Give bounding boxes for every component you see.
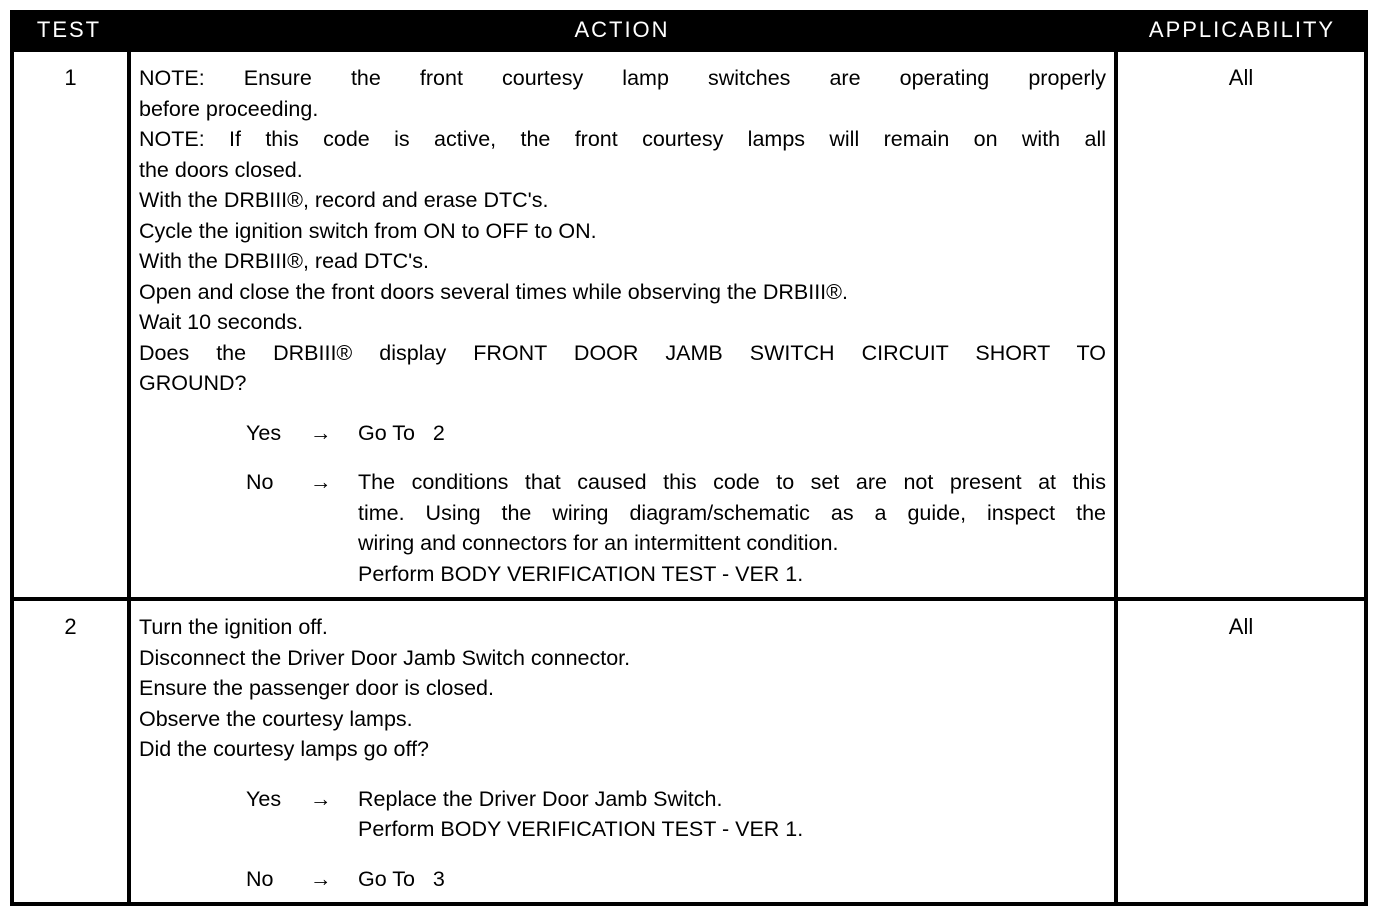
- action-line: Open and close the front doors several times while observing the DRBIII®.: [139, 279, 848, 304]
- branch-line: The conditions that caused this code to set are not present at this: [358, 470, 1106, 494]
- action-line: Did the courtesy lamps go off?: [139, 737, 430, 761]
- branch-label: Yes: [246, 420, 282, 445]
- action-line: With the DRBIII®, record and erase DTC's.: [139, 188, 549, 212]
- arrow-right-icon: →: [310, 470, 332, 494]
- action-line: NOTE: Ensure the front courtesy lamp switches are operating properly: [139, 66, 1106, 90]
- action-line: Observe the courtesy lamps.: [139, 706, 413, 731]
- action-line: Wait 10 seconds.: [139, 310, 304, 334]
- action-line: With the DRBIII®, read DTC's.: [139, 249, 429, 273]
- branch-no: [246, 864, 1106, 895]
- arrow-right-icon: →: [310, 420, 332, 445]
- header-applicability: APPLICABILITY: [1148, 17, 1336, 42]
- diagnostic-table: [10, 10, 1368, 906]
- branch-label: No: [246, 866, 274, 891]
- branch-yes: [246, 418, 1106, 449]
- action-line: Disconnect the Driver Door Jamb Switch connector.: [139, 645, 631, 670]
- header-test: TEST: [36, 17, 102, 42]
- action-line: Ensure the passenger door is closed.: [139, 676, 494, 700]
- branch-line: Go To 3: [358, 866, 445, 891]
- row-1-applicability: All: [1118, 52, 1364, 597]
- branch-line: Replace the Driver Door Jamb Switch.: [358, 786, 723, 811]
- action-line: Cycle the ignition switch from ON to OFF to ON.: [139, 218, 597, 243]
- branch-line: Go To 2: [358, 420, 445, 445]
- arrow-right-icon: →: [310, 866, 332, 891]
- action-line: Does the DRBIII® display FRONT DOOR JAMB SWITCH CIRCUIT SHORT TO: [139, 340, 1106, 365]
- action-line: before proceeding.: [139, 96, 319, 121]
- branch-no: [246, 467, 1106, 589]
- action-line: Turn the ignition off.: [139, 615, 328, 639]
- row-2-applicability: All: [1118, 601, 1364, 902]
- branch-label: No: [246, 470, 274, 494]
- row-1-test-number: 1: [14, 52, 127, 597]
- row-2-action: [131, 601, 1114, 902]
- branch-line: Perform BODY VERIFICATION TEST - VER 1.: [358, 561, 804, 586]
- header-action: ACTION: [574, 17, 670, 42]
- action-line: NOTE: If this code is active, the front courtesy lamps will remain on with all: [139, 127, 1106, 151]
- arrow-right-icon: →: [310, 786, 332, 811]
- action-line: the doors closed.: [139, 157, 303, 182]
- branch-line: time. Using the wiring diagram/schematic as a guide, inspect the: [358, 500, 1106, 525]
- branch-line: Perform BODY VERIFICATION TEST - VER 1.: [358, 817, 804, 841]
- branch-yes: [246, 784, 1106, 845]
- branch-line: wiring and connectors for an intermittent condition.: [358, 531, 839, 555]
- branch-label: Yes: [246, 786, 282, 811]
- action-line: GROUND?: [139, 371, 247, 395]
- row-2-test-number: 2: [14, 601, 127, 902]
- row-1-action: [131, 52, 1114, 597]
